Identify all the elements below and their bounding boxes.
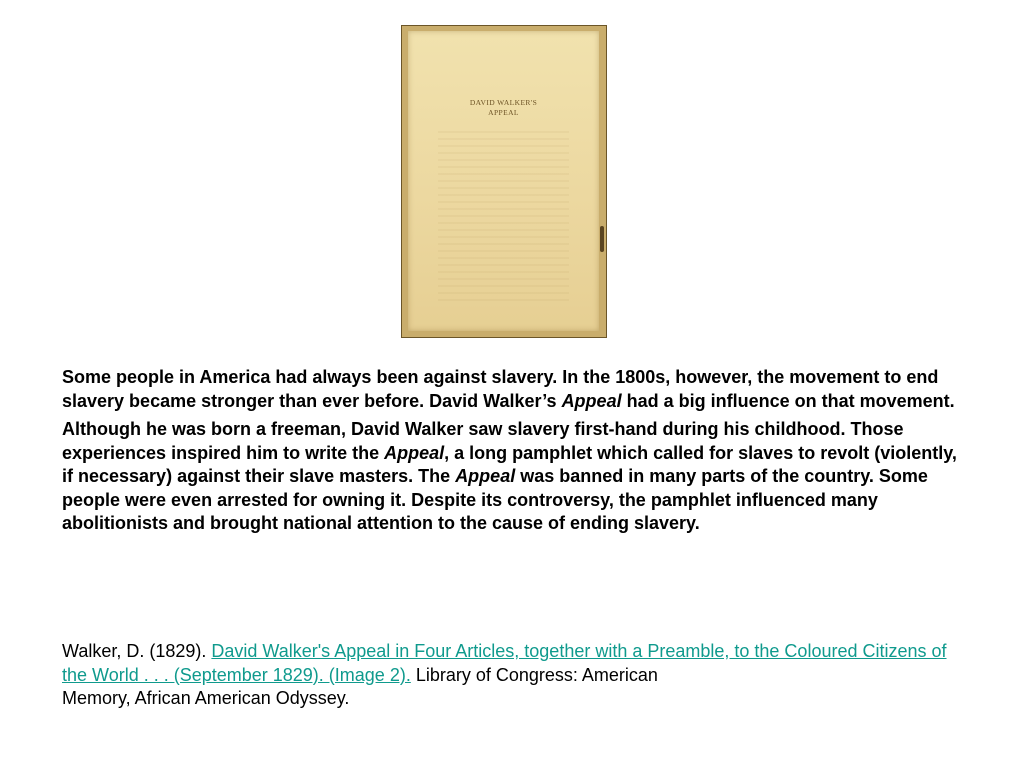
appeal-italic: Appeal <box>561 390 622 411</box>
paragraph-2-text-a: Although he was born a freeman, David Walker saw slavery first-hand during his childhood. Those experiences inspired him to write the <box>62 419 904 463</box>
paragraph-1-text-a: Some people in America had always been against slavery. In the 1800s, however, the movement to end slavery became stronger than ever before. David Walker’s <box>62 367 939 411</box>
book-title-line-2: APPEAL <box>488 108 519 117</box>
citation-author: Walker, D. (1829). <box>62 641 212 661</box>
appeal-italic: Appeal <box>384 442 445 463</box>
citation-source: Library of Congress: American <box>410 664 658 685</box>
citation <box>62 640 962 711</box>
book-edge-mark <box>600 226 604 252</box>
appeal-italic: Appeal <box>455 466 516 486</box>
book-page-texture <box>438 131 569 301</box>
book-title <box>408 98 599 118</box>
book-title-line-1: DAVID WALKER'S <box>469 98 538 107</box>
book-page-image <box>401 25 607 338</box>
citation-link[interactable]: David Walker's Appeal in Four Articles, together with a Preamble, to the Coloured Citizens of the World . . . (September 1829). (Image 2). <box>62 641 947 685</box>
body-text <box>62 366 972 541</box>
paragraph-1 <box>62 366 972 413</box>
paragraph-2 <box>62 418 972 536</box>
paragraph-2-text-b: , a long pamphlet which called for slaves to revolt (violently, if necessary) against their slave masters. The <box>62 442 957 486</box>
citation-collection: Memory, African American Odyssey. <box>62 688 350 708</box>
paragraph-2-text-c: was banned in many parts of the country. Some people were even arrested for owning it. Despite its controversy, the pamphlet influenced many abolitionists and brought national attention to the cause of ending slavery. <box>62 466 928 533</box>
book-title-page <box>408 31 599 331</box>
paragraph-1-text-b: had a big influence on that movement. <box>621 390 955 411</box>
